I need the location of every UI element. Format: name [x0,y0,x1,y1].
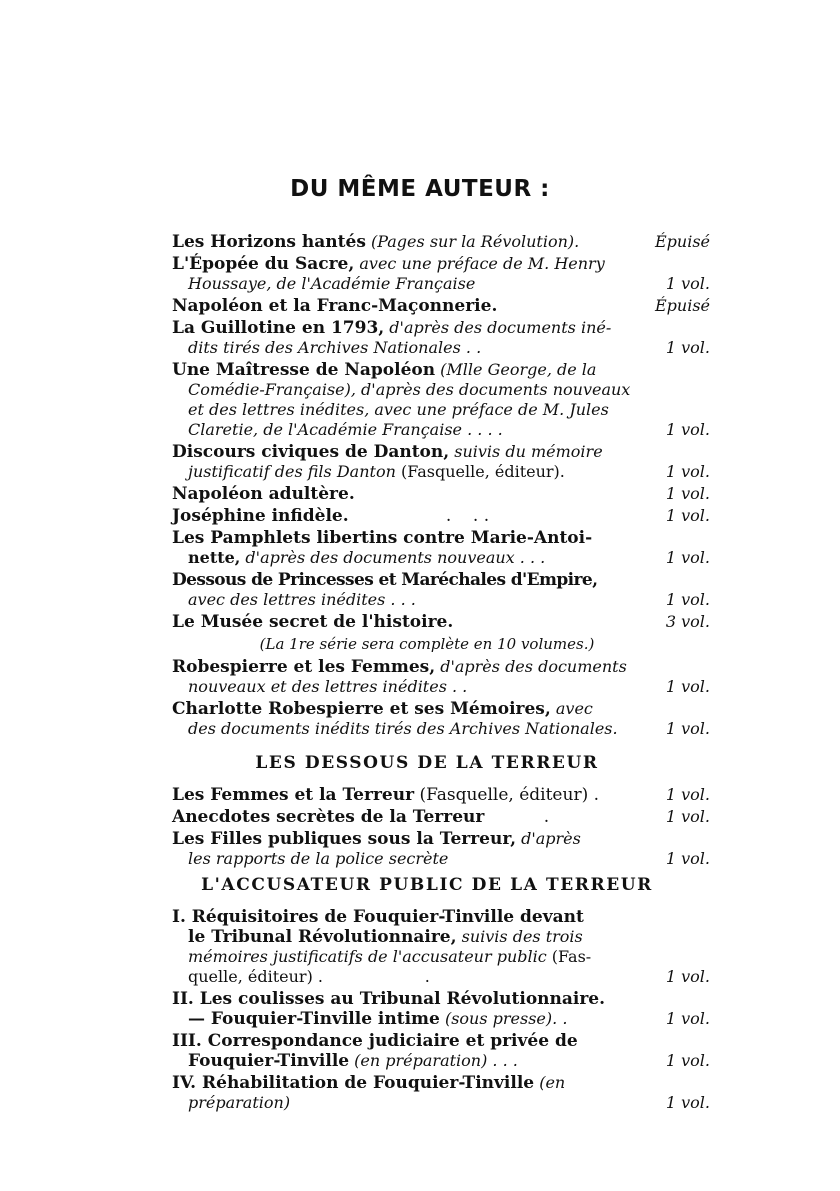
section-heading: LES DESSOUS DE LA TERREUR [255,753,599,773]
list-item: La Guillotine en 1793, d'après des documents iné- dits tirés des Archives Nationales . . 1 vol. [172,318,710,357]
list-item: Napoléon adultère. 1 vol. [172,484,710,504]
list-item: IV. Réhabilitation de Fouquier-Tinville (en préparation) 1 vol. [172,1073,710,1112]
volume-count: 1 vol. [665,548,710,567]
volume-count: 1 vol. [665,462,710,481]
list-item: Joséphine infidèle. . . . 1 vol. [172,506,710,526]
list-item: Les Pamphlets libertins contre Marie-Antoi- nette, d'après des documents nouveaux . . . 1 vol. [172,528,710,567]
volume-count: Épuisé [654,296,710,315]
list-item: L'Épopée du Sacre, avec une préface de M. Henry Houssaye, de l'Académie Française 1 vol. [172,254,710,293]
series-note: (La 1re série sera complète en 10 volumes.) [259,635,595,653]
volume-count: Épuisé [654,232,710,251]
list-item: III. Correspondance judiciaire et privée de Fouquier-Tinville (en préparation) . . . 1 vol. [172,1031,710,1071]
volume-count: 1 vol. [665,719,710,738]
volume-count: 1 vol. [665,849,710,868]
list-item: Robespierre et les Femmes, d'après des documents nouveaux et des lettres inédites . . 1 vol. [172,657,710,696]
volume-count: 1 vol. [665,785,710,804]
list-item: II. Les coulisses au Tribunal Révolutionnaire. — Fouquier-Tinville intime (sous presse). . 1 vol. [172,989,710,1029]
volume-count: 1 vol. [665,1051,710,1070]
list-item: Dessous de Princesses et Maréchales d'Empire, avec des lettres inédites . . . 1 vol. [172,570,710,609]
list-item: Une Maîtresse de Napoléon (Mlle George, de la Comédie-Française), d'après des documents nouveaux et des lettres inédites, avec une préface de M. Jules Claretie, de l'Académie Française . . . . 1 vol. [172,360,710,439]
volume-count: 1 vol. [665,274,710,293]
volume-count: 1 vol. [665,484,710,503]
volume-count: 1 vol. [665,677,710,696]
list-item: Le Musée secret de l'histoire. 3 vol. [172,612,710,632]
list-item: I. Réquisitoires de Fouquier-Tinville devant le Tribunal Révolutionnaire, suivis des trois mémoires justificatifs de l'accusateur public (Fas- quelle, éditeur) . . 1 vol. [172,907,710,986]
volume-count: 3 vol. [665,612,710,631]
list-item: Les Filles publiques sous la Terreur, d'après les rapports de la police secrète 1 vol. [172,829,710,868]
section-heading: L'ACCUSATEUR PUBLIC DE LA TERREUR [201,875,653,895]
volume-count: 1 vol. [665,420,710,439]
page-heading: DU MÊME AUTEUR : [290,176,550,202]
volume-count: 1 vol. [665,807,710,826]
volume-count: 1 vol. [665,1093,710,1112]
list-item: Les Horizons hantés (Pages sur la Révolution). Épuisé [172,232,710,252]
works-list [172,232,712,1115]
list-item: Napoléon et la Franc-Maçonnerie. Épuisé [172,296,710,316]
list-item: Charlotte Robespierre et ses Mémoires, avec des documents inédits tirés des Archives Nationales. 1 vol. [172,699,710,738]
volume-count: 1 vol. [665,1009,710,1028]
volume-count: 1 vol. [665,967,710,986]
volume-count: 1 vol. [665,338,710,357]
list-item: Anecdotes secrètes de la Terreur . 1 vol. [172,807,710,827]
volume-count: 1 vol. [665,506,710,525]
list-item: Les Femmes et la Terreur (Fasquelle, éditeur) . 1 vol. [172,785,710,805]
list-item: Discours civiques de Danton, suivis du mémoire justificatif des fils Danton (Fasquelle, éditeur). 1 vol. [172,442,710,481]
volume-count: 1 vol. [665,590,710,609]
